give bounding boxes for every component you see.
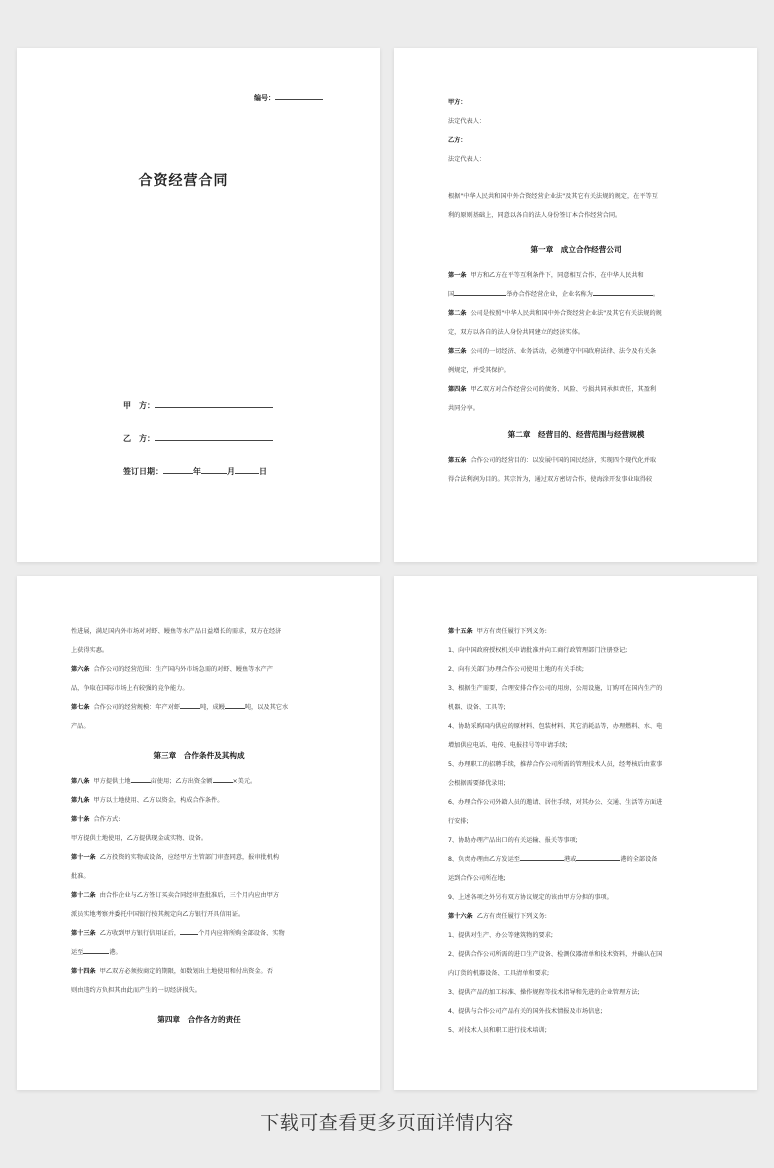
- article-1-line-2: [448, 285, 704, 304]
- party-a-heading: 甲方：: [448, 99, 467, 106]
- document-page-1: [17, 48, 380, 562]
- party-b-heading: 乙方：: [448, 137, 467, 144]
- blank-line: [593, 290, 653, 296]
- article-text: 甲方提供土地: [93, 778, 131, 785]
- year-blank: [163, 466, 193, 474]
- article-text: 举办合作经营企业，企业名称为: [506, 291, 593, 298]
- blank-line: [131, 777, 151, 783]
- party-b-signature: [123, 433, 273, 444]
- article-text: 吨，成鳗: [200, 704, 225, 711]
- obligation-a-6-cont: 行安排;: [448, 818, 469, 825]
- article-text: 港或: [564, 856, 577, 863]
- obligation-a-6: 6、办理合作公司外籍人员的邀请、居住手续，对其办公、交通、生活等方面进: [448, 799, 663, 806]
- article-text: 合作方式:: [93, 816, 121, 823]
- obligation-a-4: 4、协助采购国内供应的原材料、包装材料、其它消耗品等，办理燃料、水、电: [448, 723, 663, 730]
- article-10-line-2: 甲方提供土地使用，乙方提供现金或实物、设备。: [71, 835, 208, 842]
- chapter-3-heading: 第三章 合作条件及其构成: [153, 751, 245, 760]
- year-label: 年: [193, 467, 201, 476]
- obligation-a-8-cont: 运到合作公司所在地;: [448, 875, 506, 882]
- party-a-signature: [123, 400, 273, 411]
- party-b-representative: 法定代表人：: [448, 156, 486, 163]
- article-1-line-1: [448, 266, 704, 285]
- article-3-line-1: [448, 342, 704, 361]
- obligation-b-2-cont: 内订货的机器设备、工具清单和要求;: [448, 970, 550, 977]
- article-text: 公司的一切经济、业务活动，必须遵守中国政府法律、法令及有关条: [470, 348, 657, 355]
- article-text: 乙方有责任履行下列义务:: [476, 913, 547, 920]
- article-text: 乙方收到甲方银行信用证后，: [99, 930, 181, 937]
- article-text: 运至: [71, 949, 84, 956]
- article-label: 第三条: [448, 348, 467, 355]
- article-label: 第十三条: [71, 930, 96, 937]
- serial-label: 编号：: [254, 94, 275, 102]
- article-7-line-1: [71, 698, 327, 717]
- obligation-a-5-cont: 会根据需要择优录用;: [448, 780, 506, 787]
- article-label: 第一条: [448, 272, 467, 279]
- contract-title: 合资经营合同: [138, 173, 229, 189]
- article-3-line-2: 例规定，并受其保护。: [448, 367, 510, 374]
- party-a-label: 甲 方：: [123, 401, 155, 410]
- day-blank: [235, 466, 259, 474]
- obligation-a-9: 9、上述各项之外另有双方协议规定的该由甲方分担的事项。: [448, 894, 613, 901]
- blank-line: [180, 703, 200, 709]
- month-label: 月: [227, 467, 235, 476]
- article-9: [71, 791, 327, 810]
- article-text: 个月内应将所购全部设备、实物: [198, 930, 285, 937]
- article-label: 第十条: [71, 816, 90, 823]
- obligation-a-3-cont: 机器、设备、工具等;: [448, 704, 506, 711]
- article-text: 由合作企业与乙方签订买卖合同经审查批准后，三个月内应由甲方: [99, 892, 280, 899]
- article-text: 甲乙双方必须按商定的期限，如数划出土地使用和付出资金。否: [99, 968, 273, 975]
- document-page-4: [394, 576, 757, 1090]
- article-6-line-1: [71, 660, 327, 679]
- article-11-line-1: [71, 848, 327, 867]
- obligation-a-5: 5、办理职工的招聘手续，推荐合作公司所需的管理技术人员，经考核后由董事: [448, 761, 663, 768]
- article-2-line-2: 定，双方以各自的法人身份共同建立的经济实体。: [448, 329, 585, 336]
- article-15: [448, 622, 704, 641]
- obligation-b-5: 5、对技术人员和职工进行技术培训;: [448, 1027, 547, 1034]
- article-4-line-1: [448, 380, 704, 399]
- page-4-content: [448, 622, 704, 1040]
- article-12-line-1: [71, 886, 327, 905]
- obligation-a-7: 7、协助办理产品出口的有关运输、报关等事项;: [448, 837, 578, 844]
- article-text: 。: [652, 291, 659, 298]
- article-13-line-1: [71, 924, 327, 943]
- obligation-a-4-cont: 增加供应电话、电传、电报挂号等申请手续;: [448, 742, 568, 749]
- obligation-b-1: 1、提供对生产、办公等建筑物的要求;: [448, 932, 554, 939]
- obligation-a-3: 3、根据生产需要，合理安排合作公司的用房，公用设施，订购可在国内生产的: [448, 685, 663, 692]
- obligation-a-2: 2、向有关部门办理合作公司使用土地的有关手续;: [448, 666, 584, 673]
- article-text: 甲方以土地使用、乙方以资金，构成合作条件。: [93, 797, 224, 804]
- obligation-b-4: 4、提供与合作公司产品有关的国外技术情报及市场信息;: [448, 1008, 603, 1015]
- article-8: [71, 772, 327, 791]
- article-label: 第八条: [71, 778, 90, 785]
- chapter-1-heading: 第一章 成立合作经营公司: [530, 245, 622, 254]
- preamble-line-1: 根据"中华人民共和国中外合资经营企业法"及其它有关法规的规定，在平等互: [448, 193, 658, 200]
- article-10: [71, 810, 327, 829]
- article-text: 合作公司的经营规模：年产对虾: [93, 704, 181, 711]
- obligation-b-2: 2、提供合作公司所需的进口生产设备、检测仪器清单和技术资料，并确认在国: [448, 951, 663, 958]
- article-label: 第十二条: [71, 892, 96, 899]
- article-text: 合作公司的经营目的：以发展中国的国民经济，实现四个现代化并取: [470, 457, 657, 464]
- obligation-a-1: 1、向中国政府授权机关申请批准并向工商行政管理部门注册登记;: [448, 647, 628, 654]
- article-label: 第六条: [71, 666, 90, 673]
- obligation-b-3: 3、提供产品的加工标准、操作规程等技术指导和先进的企业管理方法;: [448, 989, 640, 996]
- blank-line: [454, 290, 506, 296]
- article-text: 甲方和乙方在平等互利条件下，同意相互合作，在中华人民共和: [470, 272, 644, 279]
- article-text: 亩使用；乙方出资金额: [150, 778, 213, 785]
- article-text: 港的全部设备: [620, 856, 658, 863]
- article-2-line-1: [448, 304, 704, 323]
- continued-line-1: 性进展，满足国内外市场对对虾、鳗鱼等水产品日益增长的需求，双方在经济: [71, 628, 282, 635]
- blank-line: [576, 855, 620, 861]
- page-2-content: [448, 93, 704, 489]
- article-label: 第九条: [71, 797, 90, 804]
- serial-blank: [275, 93, 323, 100]
- continued-line-2: 上获得实惠。: [71, 647, 109, 654]
- article-label: 第十四条: [71, 968, 96, 975]
- article-7-line-2: 产品。: [71, 723, 90, 730]
- article-text: 合作公司的经营范围：生产国内外市场急需的对虾、鳗鱼等水产产: [93, 666, 273, 673]
- page-3-content: [71, 622, 327, 1036]
- sign-date-label: 签订日期：: [123, 467, 163, 476]
- article-label: 第十六条: [448, 913, 473, 920]
- article-text: 甲方有责任履行下列义务:: [476, 628, 547, 635]
- party-a-representative: 法定代表人：: [448, 118, 486, 125]
- article-text: 甲乙双方对合作经营公司的债务、风险、亏损共同承担责任，其盈利: [470, 386, 657, 393]
- preamble-line-2: 利的原则基础上，同意以各自的法人身份签订本合作经营合同。: [448, 212, 622, 219]
- article-text: 吨，以及其它水: [244, 704, 289, 711]
- blank-line: [83, 948, 109, 954]
- article-14-line-1: [71, 962, 327, 981]
- document-page-3: [17, 576, 380, 1090]
- month-blank: [201, 466, 227, 474]
- article-text: ×美元。: [232, 778, 257, 785]
- party-a-blank: [155, 400, 273, 408]
- article-11-line-2: 批准。: [71, 873, 90, 880]
- article-text: 港。: [109, 949, 122, 956]
- article-12-line-2: 派员实地考察并委托中国银行按其规定向乙方银行开具信用证。: [71, 911, 245, 918]
- obligation-a-8: [448, 850, 704, 869]
- article-label: 第十一条: [71, 854, 96, 861]
- article-label: 第十五条: [448, 628, 473, 635]
- article-label: 第七条: [71, 704, 90, 711]
- article-6-line-2: 品，争取在国际市场上有较强的竞争能力。: [71, 685, 189, 692]
- blank-line: [225, 703, 245, 709]
- chapter-2-heading: 第二章 经营目的、经营范围与经营规模: [507, 430, 645, 439]
- article-label: 第五条: [448, 457, 467, 464]
- chapter-4-heading: 第四章 合作各方的责任: [157, 1015, 241, 1024]
- document-page-2: [394, 48, 757, 562]
- serial-number: [254, 93, 323, 103]
- article-text: 乙方投资的实物或设备，应经甲方主管部门审查同意，报审批机构: [99, 854, 280, 861]
- blank-line: [213, 777, 233, 783]
- article-label: 第四条: [448, 386, 467, 393]
- article-5-line-2: 得合法利润为目的。其宗旨为，通过双方密切合作，使海涂开发事业取得较: [448, 476, 653, 483]
- day-label: 日: [259, 467, 267, 476]
- article-label: 第二条: [448, 310, 467, 317]
- article-16: [448, 907, 704, 926]
- blank-line: [520, 855, 564, 861]
- sign-date: [123, 466, 267, 477]
- article-text: 国: [448, 291, 455, 298]
- article-5-line-1: [448, 451, 704, 470]
- article-text: 公司是按照"中华人民共和国中外合资经营企业法"及其它有关法规的规: [470, 310, 662, 317]
- article-13-line-2: [71, 943, 327, 962]
- blank-line: [180, 929, 198, 935]
- download-more-caption: 下载可查看更多页面详情内容: [260, 1112, 514, 1134]
- article-text: 8、负责办理由乙方发运至: [448, 856, 520, 863]
- article-4-line-2: 共同分享。: [448, 405, 479, 412]
- party-b-label: 乙 方：: [123, 434, 155, 443]
- party-b-blank: [155, 433, 273, 441]
- spacer: [448, 169, 704, 187]
- article-14-line-2: 则由违约方负担其由此而产生的一切经济损失。: [71, 987, 201, 994]
